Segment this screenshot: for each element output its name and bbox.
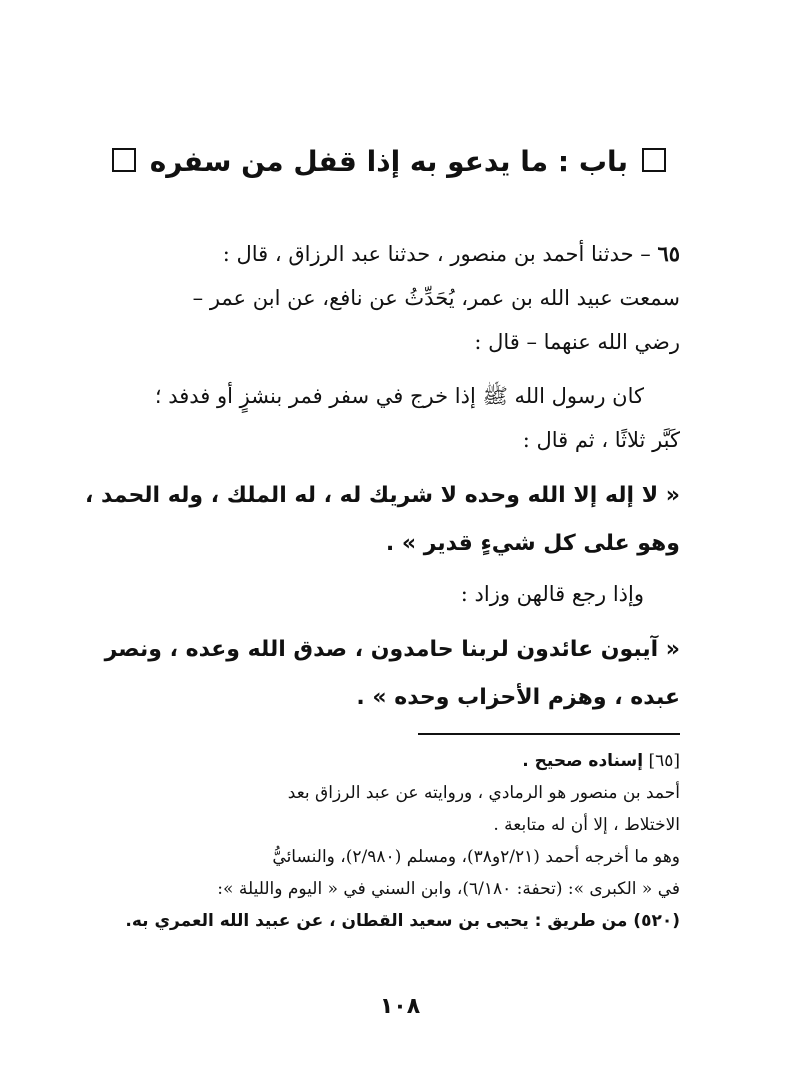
hadith-isnad bbox=[120, 232, 680, 364]
dhikr-departure bbox=[84, 472, 680, 568]
heading-box-right-icon bbox=[642, 148, 666, 172]
dhikr-return bbox=[104, 626, 680, 722]
footnote bbox=[120, 745, 680, 937]
footnote-line: في « الكبرى »: (تحفة: ٦/١٨٠)، وابن السني في « اليوم والليلة »: bbox=[217, 879, 680, 899]
dhikr-line: عبده ، وهزم الأحزاب وحده » . bbox=[356, 685, 680, 710]
footnote-ref: [٦٥] bbox=[648, 751, 680, 771]
footnote-line: وهو ما أخرجه أحمد (٢/٢١و٣٨)، ومسلم (٢/٩٨٠)، والنسائيُّ bbox=[272, 847, 680, 867]
narrative-line: كان رسول الله ﷺ إذا خرج في سفر فمر بنشزٍ أو فدفد ؛ bbox=[154, 384, 644, 408]
return-statement bbox=[120, 572, 680, 616]
dhikr-line: « آيبون عائدون لربنا حامدون ، صدق الله وعده ، ونصر bbox=[104, 637, 680, 662]
footnote-grading: إسناده صحيح . bbox=[522, 751, 644, 771]
footnote-divider bbox=[418, 733, 680, 735]
isnad-line: رضي الله عنهما – قال : bbox=[474, 330, 680, 354]
footnote-heading bbox=[120, 745, 680, 777]
narrative-line: كَبَّر ثلاثًا ، ثم قال : bbox=[522, 428, 680, 452]
footnote-line: أحمد بن منصور هو الرمادي ، وروايته عن عبد الرزاق بعد bbox=[287, 783, 680, 803]
dhikr-line: « لا إله إلا الله وحده لا شريك له ، له الملك ، وله الحمد ، bbox=[84, 483, 680, 508]
dhikr-line: وهو على كل شيءٍ قدير » . bbox=[385, 531, 680, 556]
page-number: ١٠٨ bbox=[379, 994, 421, 1019]
isnad-line: سمعت عبيد الله بن عمر، يُحَدِّثُ عن نافع، عن ابن عمر – bbox=[192, 286, 680, 310]
isnad-line: ٦٥ – حدثنا أحمد بن منصور ، حدثنا عبد الرزاق ، قال : bbox=[222, 241, 680, 266]
chapter-title: باب : ما يدعو به إذا قفل من سفره bbox=[149, 145, 628, 178]
heading-box-left-icon bbox=[112, 148, 136, 172]
chapter-heading bbox=[120, 140, 680, 184]
book-page bbox=[84, 0, 680, 1090]
hadith-narrative bbox=[120, 374, 680, 462]
return-line: وإذا رجع قالهن وزاد : bbox=[460, 582, 644, 606]
footnote-line: الاختلاط ، إلا أن له متابعة . bbox=[493, 815, 680, 835]
hadith-number: ٦٥ bbox=[657, 241, 680, 266]
footnote-last-line: (٥٢٠) من طريق : يحيى بن سعيد القطان ، عن عبيد الله العمري به. bbox=[125, 911, 680, 931]
